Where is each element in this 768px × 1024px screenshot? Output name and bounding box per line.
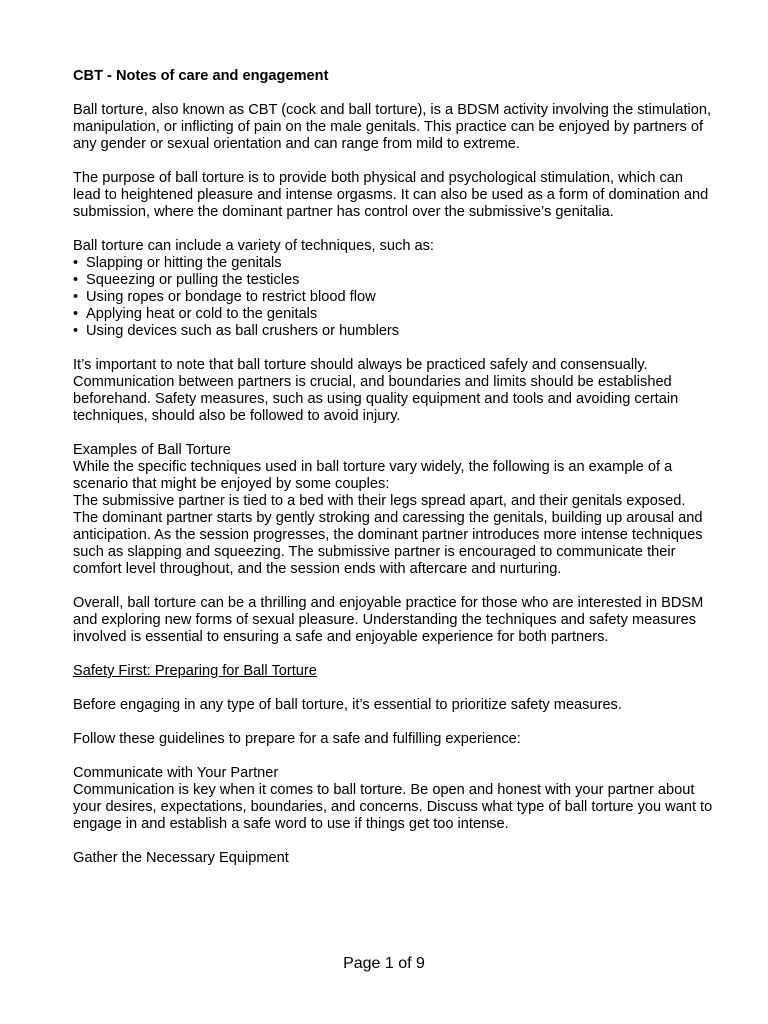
intro-paragraph-1: Ball torture, also known as CBT (cock and ball torture), is a BDSM activity involving the stimulation, manipulation, or inflicting of pain on the male genitals. This practice can be enjoyed by partners of any gender or sexual orientation and can range from mild to extreme. — [73, 102, 712, 152]
equipment-heading: Gather the Necessary Equipment — [73, 850, 289, 866]
communicate-heading: Communicate with Your Partner — [73, 765, 279, 781]
examples-intro: While the specific techniques used in ball torture vary widely, the following is an example of a scenario that might be enjoyed by some couples: — [73, 459, 673, 492]
safety-first-paragraph-1: Before engaging in any type of ball torture, it’s essential to prioritize safety measures. — [73, 697, 622, 713]
list-item: • Using ropes or bondage to restrict blood flow — [73, 289, 713, 306]
examples-heading: Examples of Ball Torture — [73, 442, 231, 458]
document-title: CBT - Notes of care and engagement — [73, 68, 329, 84]
communicate-paragraph: Communication is key when it comes to ball torture. Be open and honest with your partner about your desires, expectations, boundaries, and concerns. Discuss what type of ball torture you want to engage in and establish a safe word to use if things get too intense. — [73, 782, 713, 832]
list-item: • Squeezing or pulling the testicles — [73, 272, 713, 289]
list-item: • Using devices such as ball crushers or humblers — [73, 323, 713, 340]
techniques-list — [73, 255, 713, 340]
document-body — [73, 68, 713, 867]
safety-first-paragraph-2: Follow these guidelines to prepare for a safe and fulfilling experience: — [73, 731, 521, 747]
safety-first-heading: Safety First: Preparing for Ball Torture — [73, 663, 317, 679]
techniques-intro: Ball torture can include a variety of techniques, such as: — [73, 238, 434, 254]
list-item: • Slapping or hitting the genitals — [73, 255, 713, 272]
safety-note-paragraph: It’s important to note that ball torture should always be practiced safely and consensually. Communication between partners is crucial, and boundaries and limits should be established beforehand. Safety measures, such as using quality equipment and tools and avoiding certain techniques, should also be followed to avoid injury. — [73, 357, 679, 424]
examples-scenario: The submissive partner is tied to a bed with their legs spread apart, and their genitals exposed. The dominant partner starts by gently stroking and caressing the genitals, building up arousal and anticipation. As the session progresses, the dominant partner introduces more intense techniques such as slapping and squeezing. The submissive partner is encouraged to communicate their comfort level throughout, and the session ends with aftercare and nurturing. — [73, 493, 703, 577]
list-item: • Applying heat or cold to the genitals — [73, 306, 713, 323]
page-number: Page 1 of 9 — [343, 955, 425, 972]
intro-paragraph-2: The purpose of ball torture is to provide both physical and psychological stimulation, which can lead to heightened pleasure and intense orgasms. It can also be used as a form of domination and submission, where the dominant partner has control over the submissive’s genitalia. — [73, 170, 709, 220]
overall-paragraph: Overall, ball torture can be a thrilling and enjoyable practice for those who are interested in BDSM and exploring new forms of sexual pleasure. Understanding the techniques and safety measures involved is essential to ensuring a safe and enjoyable experience for both partners. — [73, 595, 704, 645]
